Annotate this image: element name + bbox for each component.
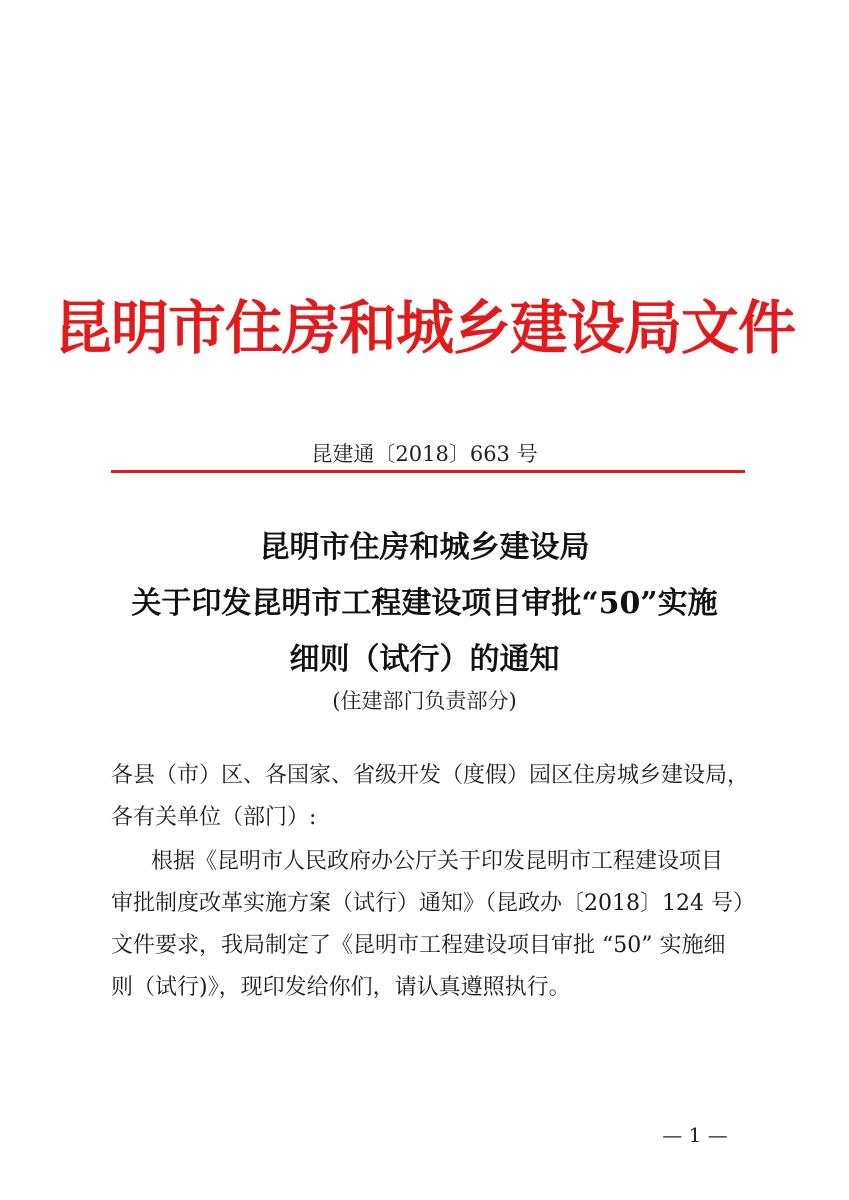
red-divider [111,470,745,473]
notice-subtitle: (住建部门负责部分) [332,689,517,713]
masthead-title: 昆明市住房和城乡建设局文件 [53,294,795,362]
body-paragraph-line-2: 审批制度改革实施方案（试行）通知》（昆政办〔2018〕124 号） [111,891,755,916]
addressee-line-1: 各县（市）区、各国家、省级开发（度假）园区住房城乡建设局， [111,763,750,788]
body-paragraph-line-3: 文件要求，我局制定了《昆明市工程建设项目审批 “50” 实施细 [111,933,726,958]
body-paragraph-line-4: 则（试行)》，现印发给你们，请认真遵照执行。 [111,975,571,1000]
addressee-line-2: 各有关单位（部门）: [111,805,317,830]
notice-title-line-3: 细则（试行）的通知 [289,642,560,677]
notice-title-line-2: 关于印发昆明市工程建设项目审批“50”实施 [131,586,718,621]
page-number: — 1 — [662,1123,728,1147]
document-number: 昆建通〔2018〕663 号 [311,442,538,466]
notice-title-line-1: 昆明市住房和城乡建设局 [259,530,590,565]
body-paragraph-line-1: 根据《昆明市人民政府办公厅关于印发昆明市工程建设项目 [151,849,724,874]
